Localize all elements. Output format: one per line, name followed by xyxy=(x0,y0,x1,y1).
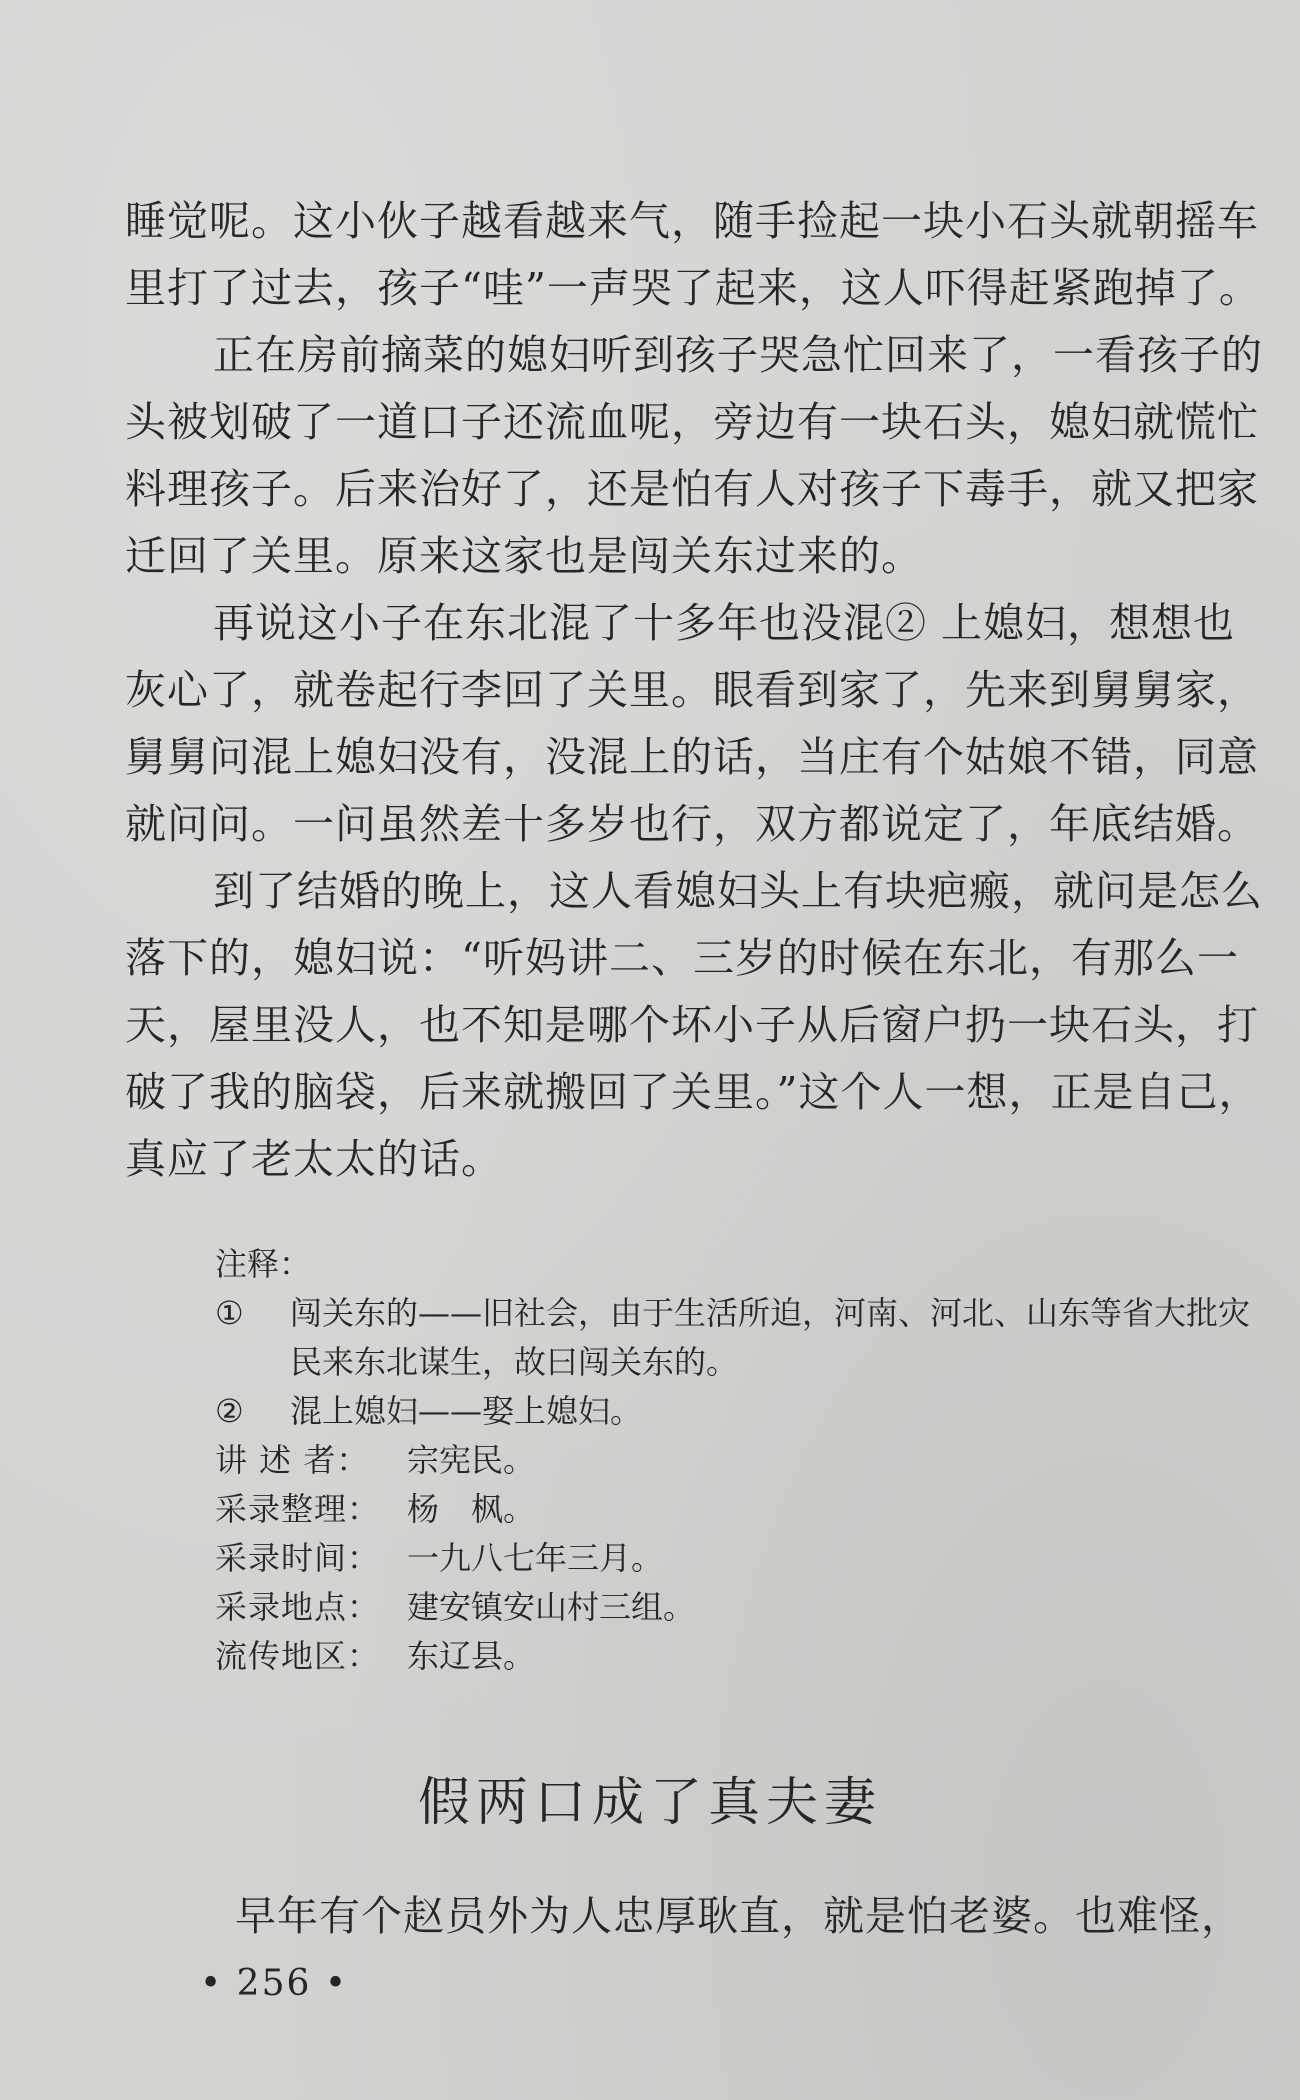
next-story-body xyxy=(235,1883,1275,1950)
meta-label: 流传地区： xyxy=(215,1637,381,1675)
paragraph: 正在房前摘菜的媳妇听到孩子哭急忙回来了，一看孩子的头被划破了一道口子还流血呢，旁边有一块石头，媳妇就慌忙料理孩子。后来治好了，还是怕有人对孩子下毒手，就又把家迁回了关里。原来这家也是闯关东过来的。 xyxy=(125,331,1263,580)
note-item xyxy=(215,1387,1275,1436)
story-title: 假两口成了真夫妻 xyxy=(417,1773,882,1833)
meta-label: 讲 述 者： xyxy=(215,1441,370,1479)
notes-title: 注释： xyxy=(215,1245,312,1283)
story-body xyxy=(125,188,1265,1193)
meta-label: 采录时间： xyxy=(215,1539,381,1577)
note-number: ① xyxy=(215,1294,244,1332)
page-number: • 256 • xyxy=(200,1963,349,2004)
meta-narrator xyxy=(215,1436,1275,1485)
paragraph: 睡觉呢。这小伙子越看越来气，随手捡起一块小石头就朝摇车里打了过去，孩子“哇”一声哭了起来，这人吓得赶紧跑掉了。 xyxy=(125,197,1261,312)
paragraph: 早年有个赵员外为人忠厚耿直，就是怕老婆。也难怪， xyxy=(235,1892,1243,1940)
meta-place xyxy=(215,1583,1275,1632)
meta-value: 东辽县。 xyxy=(407,1637,536,1675)
meta-value: 一九八七年三月。 xyxy=(407,1539,664,1577)
note-text: 混上媳妇——娶上媳妇。 xyxy=(290,1392,643,1430)
meta-value: 杨 枫。 xyxy=(407,1490,536,1528)
note-text: 闯关东的——旧社会，由于生活所迫，河南、河北、山东等省大批灾民来东北谋生，故曰闯关东的。 xyxy=(290,1294,1251,1381)
meta-region xyxy=(215,1632,1275,1681)
meta-label: 采录地点： xyxy=(215,1588,381,1626)
note-item xyxy=(215,1289,1275,1387)
meta-value: 建安镇安山村三组。 xyxy=(407,1588,696,1626)
meta-label: 采录整理： xyxy=(215,1490,381,1528)
note-number: ② xyxy=(215,1392,244,1430)
annotations xyxy=(215,1240,1275,1681)
meta-value: 宗宪民。 xyxy=(407,1441,536,1479)
paragraph: 到了结婚的晚上，这人看媳妇头上有块疤瘢，就问是怎么落下的，媳妇说：“听妈讲二、三岁的时候在东北，有那么一天，屋里没人，也不知是哪个坏小子从后窗户扔一块石头，打破了我的脑袋，后来就搬回了关里。”这个人一想，正是自己，真应了老太太的话。 xyxy=(125,867,1263,1183)
meta-time xyxy=(215,1534,1275,1583)
paragraph: 再说这小子在东北混了十多年也没混② 上媳妇，想想也灰心了，就卷起行李回了关里。眼看到家了，先来到舅舅家，舅舅问混上媳妇没有，没混上的话，当庄有个姑娘不错，同意就问问。一问虽然差十多岁也行，双方都说定了，年底结婚。 xyxy=(125,599,1259,848)
meta-recorder xyxy=(215,1485,1275,1534)
